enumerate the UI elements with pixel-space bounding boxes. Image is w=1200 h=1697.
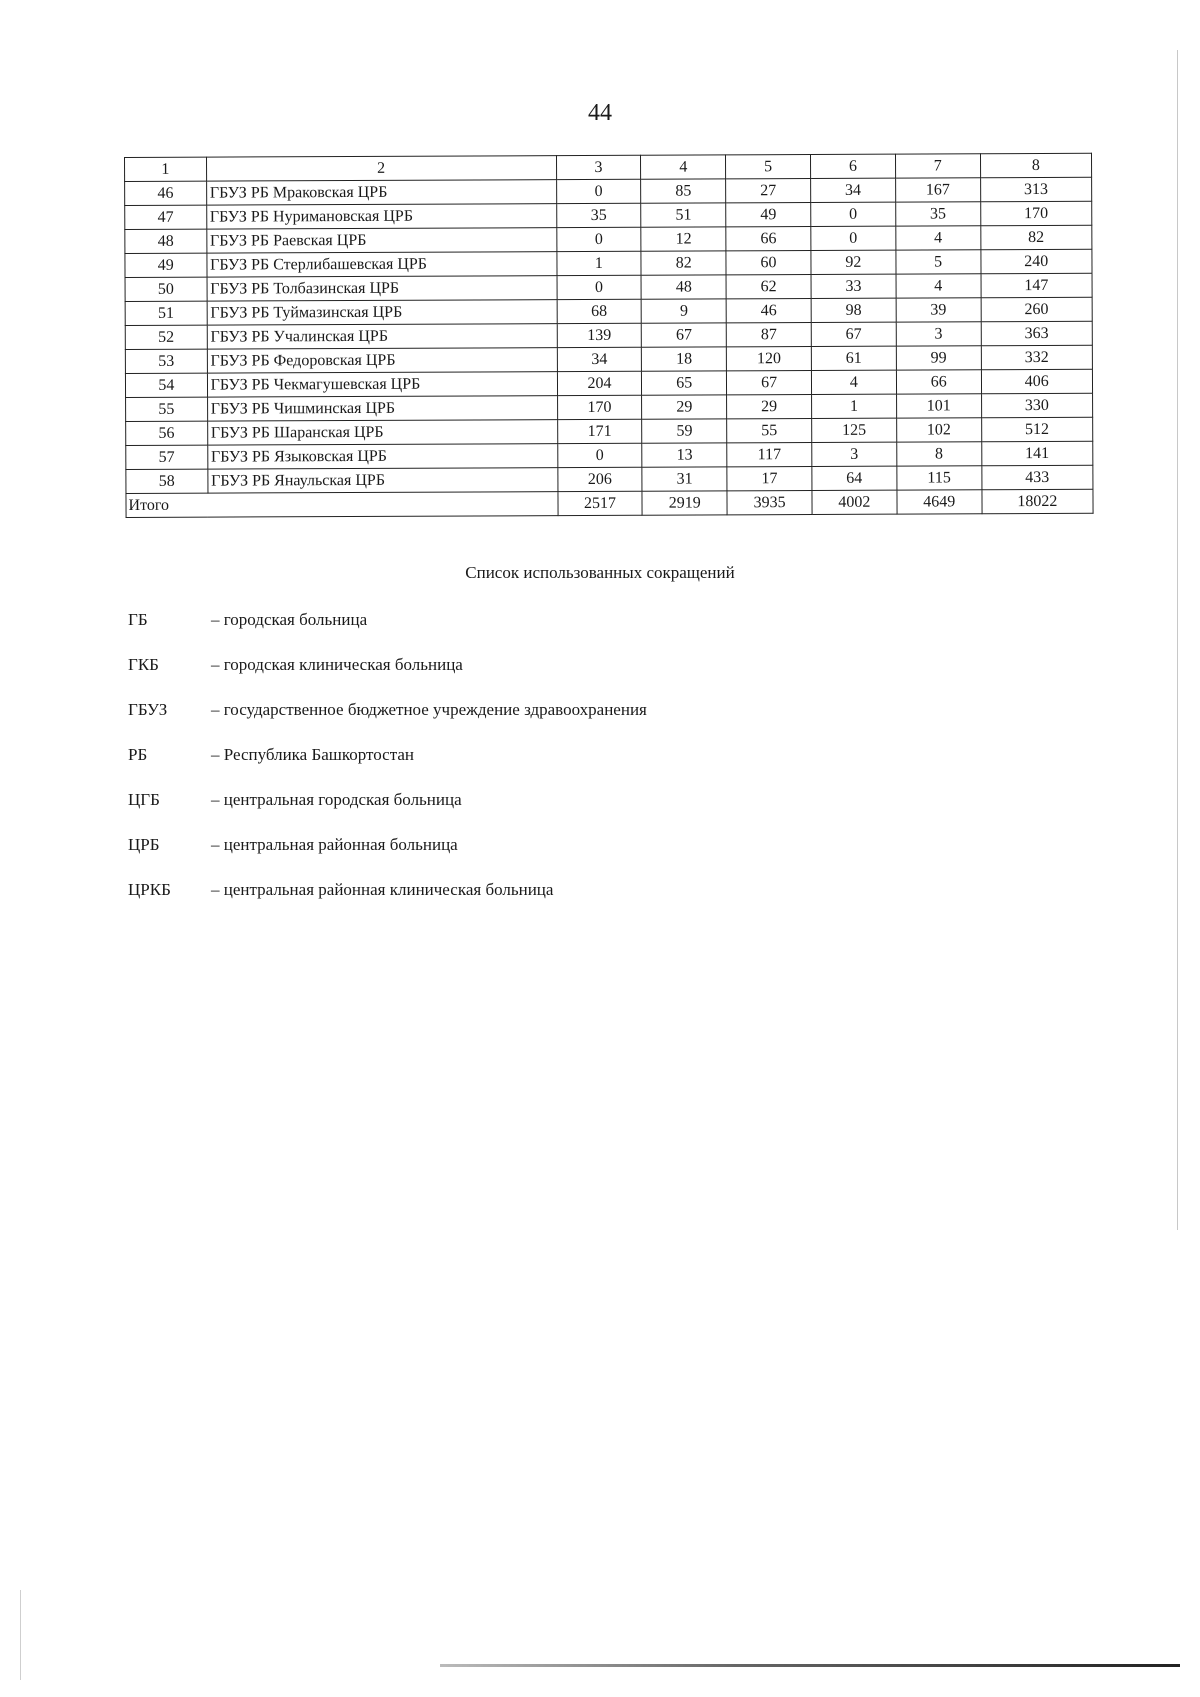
value-cell: 60 [726, 251, 811, 275]
value-cell: 406 [981, 369, 1093, 393]
header-cell: 7 [895, 154, 980, 178]
hospital-name-cell: ГБУЗ РБ Нуримановская ЦРБ [206, 204, 556, 230]
row-number-cell: 48 [125, 229, 207, 253]
value-cell: 125 [812, 418, 897, 442]
value-cell: 3 [896, 322, 981, 346]
value-cell: 167 [895, 178, 980, 202]
value-cell: 4 [896, 274, 981, 298]
value-cell: 4 [811, 370, 896, 394]
abbreviation-definition: – центральная городская больница [211, 790, 462, 809]
abbreviations-title: Список использованных сокращений [465, 563, 735, 582]
row-number-cell: 57 [126, 445, 208, 469]
value-cell: 0 [811, 202, 896, 226]
value-cell: 433 [981, 465, 1093, 489]
value-cell: 82 [980, 225, 1092, 249]
value-cell: 39 [896, 298, 981, 322]
abbreviation-definition: – Республика Башкортостан [211, 745, 414, 764]
abbreviation-code: ЦРКБ [128, 880, 171, 899]
header-cell: 4 [641, 155, 726, 179]
value-cell: 99 [896, 346, 981, 370]
row-number-cell: 49 [125, 253, 207, 277]
total-cell: 4002 [812, 490, 897, 514]
value-cell: 17 [727, 467, 812, 491]
value-cell: 51 [641, 203, 726, 227]
value-cell: 29 [727, 395, 812, 419]
value-cell: 0 [556, 179, 641, 203]
value-cell: 512 [981, 417, 1093, 441]
value-cell: 66 [896, 370, 981, 394]
abbreviation-definition: – центральная районная клиническая больница [211, 880, 554, 899]
total-cell: 3935 [727, 491, 812, 515]
abbreviation-item [128, 610, 928, 655]
value-cell: 3 [812, 442, 897, 466]
abbreviation-item [128, 835, 928, 880]
value-cell: 115 [897, 466, 982, 490]
value-cell: 18 [642, 347, 727, 371]
hospital-name-cell: ГБУЗ РБ Языковская ЦРБ [207, 444, 557, 470]
row-number-cell: 52 [125, 325, 207, 349]
header-cell: 3 [556, 155, 641, 179]
value-cell: 29 [642, 395, 727, 419]
abbreviation-item [128, 700, 928, 745]
value-cell: 85 [641, 179, 726, 203]
value-cell: 98 [811, 298, 896, 322]
value-cell: 0 [557, 275, 642, 299]
hospital-name-cell: ГБУЗ РБ Стерлибашевская ЦРБ [207, 252, 557, 278]
value-cell: 13 [642, 443, 727, 467]
value-cell: 62 [726, 275, 811, 299]
abbreviation-definition: – городская клиническая больница [211, 655, 463, 674]
row-number-cell: 54 [125, 373, 207, 397]
value-cell: 59 [642, 419, 727, 443]
hospital-name-cell: ГБУЗ РБ Чишминская ЦРБ [207, 396, 557, 422]
header-cell: 1 [125, 157, 207, 181]
value-cell: 4 [896, 226, 981, 250]
row-number-cell: 46 [125, 181, 207, 205]
value-cell: 363 [981, 321, 1093, 345]
value-cell: 27 [726, 179, 811, 203]
value-cell: 66 [726, 227, 811, 251]
value-cell: 313 [980, 177, 1092, 201]
total-cell: 4649 [897, 490, 982, 514]
value-cell: 102 [896, 418, 981, 442]
value-cell: 240 [981, 249, 1093, 273]
header-cell: 8 [980, 153, 1092, 177]
value-cell: 120 [726, 347, 811, 371]
table-total-row [126, 489, 1093, 517]
hospital-name-cell: ГБУЗ РБ Учалинская ЦРБ [207, 324, 557, 350]
value-cell: 170 [557, 395, 642, 419]
value-cell: 49 [726, 203, 811, 227]
abbreviation-item [128, 880, 928, 925]
value-cell: 67 [642, 323, 727, 347]
scan-edge-line [1177, 50, 1178, 1230]
value-cell: 33 [811, 274, 896, 298]
total-cell: 18022 [982, 489, 1094, 513]
value-cell: 48 [641, 275, 726, 299]
hospital-name-cell: ГБУЗ РБ Янаульская ЦРБ [208, 468, 558, 494]
value-cell: 204 [557, 371, 642, 395]
value-cell: 65 [642, 371, 727, 395]
hospital-name-cell: ГБУЗ РБ Туймазинская ЦРБ [207, 300, 557, 326]
value-cell: 0 [557, 443, 642, 467]
abbreviation-code: ГКБ [128, 655, 159, 674]
value-cell: 5 [896, 250, 981, 274]
value-cell: 170 [980, 201, 1092, 225]
hospital-table [124, 153, 1094, 518]
abbreviation-item [128, 655, 928, 700]
scan-bottom-line [440, 1664, 1180, 1667]
abbreviation-code: ГБ [128, 610, 148, 629]
value-cell: 1 [556, 251, 641, 275]
total-cell: 2919 [642, 491, 727, 515]
value-cell: 0 [556, 227, 641, 251]
header-cell: 5 [726, 155, 811, 179]
row-number-cell: 53 [125, 349, 207, 373]
value-cell: 12 [641, 227, 726, 251]
row-number-cell: 51 [125, 301, 207, 325]
value-cell: 46 [726, 299, 811, 323]
value-cell: 68 [557, 299, 642, 323]
hospital-name-cell: ГБУЗ РБ Толбазинская ЦРБ [207, 276, 557, 302]
abbreviation-item [128, 790, 928, 835]
value-cell: 101 [896, 394, 981, 418]
abbreviations-list [128, 610, 928, 925]
value-cell: 35 [895, 202, 980, 226]
value-cell: 61 [811, 346, 896, 370]
hospital-name-cell: ГБУЗ РБ Мраковская ЦРБ [206, 180, 556, 206]
hospital-name-cell: ГБУЗ РБ Раевская ЦРБ [206, 228, 556, 254]
value-cell: 34 [557, 347, 642, 371]
row-number-cell: 47 [125, 205, 207, 229]
total-label: Итого [126, 492, 558, 518]
value-cell: 92 [811, 250, 896, 274]
page-number: 44 [588, 100, 612, 126]
scan-edge-line [20, 1590, 21, 1680]
value-cell: 1 [812, 394, 897, 418]
header-cell: 2 [206, 156, 556, 182]
value-cell: 64 [812, 466, 897, 490]
value-cell: 141 [981, 441, 1093, 465]
value-cell: 35 [556, 203, 641, 227]
hospital-name-cell: ГБУЗ РБ Шаранская ЦРБ [207, 420, 557, 446]
value-cell: 139 [557, 323, 642, 347]
hospital-name-cell: ГБУЗ РБ Чекмагушевская ЦРБ [207, 372, 557, 398]
abbreviation-code: ЦГБ [128, 790, 160, 809]
value-cell: 67 [727, 371, 812, 395]
value-cell: 87 [726, 323, 811, 347]
value-cell: 206 [557, 467, 642, 491]
total-cell: 2517 [557, 491, 642, 515]
abbreviation-definition: – городская больница [211, 610, 368, 629]
row-number-cell: 50 [125, 277, 207, 301]
abbreviation-code: ГБУЗ [128, 700, 168, 719]
value-cell: 0 [811, 226, 896, 250]
value-cell: 67 [811, 322, 896, 346]
value-cell: 9 [641, 299, 726, 323]
value-cell: 55 [727, 419, 812, 443]
hospital-name-cell: ГБУЗ РБ Федоровская ЦРБ [207, 348, 557, 374]
abbreviation-code: ЦРБ [128, 835, 160, 854]
row-number-cell: 55 [126, 397, 208, 421]
value-cell: 332 [981, 345, 1093, 369]
value-cell: 82 [641, 251, 726, 275]
abbreviation-definition: – центральная районная больница [211, 835, 458, 854]
value-cell: 260 [981, 297, 1093, 321]
row-number-cell: 58 [126, 469, 208, 493]
value-cell: 330 [981, 393, 1093, 417]
value-cell: 34 [811, 178, 896, 202]
value-cell: 147 [981, 273, 1093, 297]
abbreviation-code: РБ [128, 745, 148, 764]
abbreviation-item [128, 745, 928, 790]
table-body [125, 153, 1093, 493]
value-cell: 171 [557, 419, 642, 443]
row-number-cell: 56 [126, 421, 208, 445]
header-cell: 6 [810, 154, 895, 178]
value-cell: 31 [642, 467, 727, 491]
abbreviation-definition: – государственное бюджетное учреждение здравоохранения [211, 700, 647, 719]
value-cell: 8 [897, 442, 982, 466]
value-cell: 117 [727, 443, 812, 467]
